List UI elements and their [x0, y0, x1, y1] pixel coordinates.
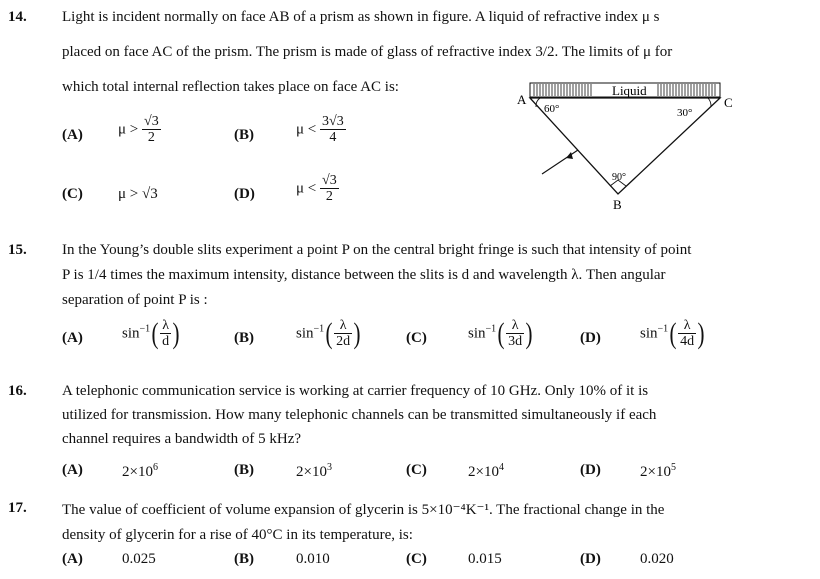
option-c[interactable] — [468, 318, 534, 350]
option-label: (B) — [234, 551, 254, 567]
option-label: (C) — [406, 551, 427, 567]
fraction: $\frac{√3}{2}$ — [144, 114, 159, 146]
question-text-line: Light is incident normally on face AB of a prism as shown in figure. A liquid of refractive index μ s — [62, 9, 660, 25]
angle-arc-c — [708, 98, 711, 106]
exponent: 6 — [152, 462, 158, 473]
option-prefix: μ > — [118, 186, 139, 202]
superscript: −1 — [139, 323, 151, 335]
prism-figure — [508, 76, 748, 216]
option-a[interactable] — [118, 114, 161, 146]
right-paren: ) — [353, 316, 361, 350]
option-label: (D) — [580, 330, 601, 346]
option-label: (B) — [234, 330, 254, 346]
right-paren: ) — [525, 316, 533, 350]
option-label: (A) — [62, 462, 83, 478]
option-c[interactable] — [118, 186, 158, 203]
exponent: 3 — [326, 462, 332, 473]
option-d[interactable] — [640, 318, 706, 350]
option-value: √3 — [142, 186, 158, 202]
question-text-line: placed on face AC of the prism. The prism is made of glass of refractive index 3/2. The limits of μ for — [62, 44, 673, 60]
question-text-line: In the Young’s double slits experiment a point P on the central bright fringe is such that intensity of point — [62, 242, 692, 258]
question-text-line: The value of coefficient of volume expansion of glycerin is 5×10⁻⁴K⁻¹. The fractional change in the — [62, 502, 665, 518]
option-label: (C) — [406, 330, 427, 346]
fraction: $\frac{\lambda}{2d}$ — [336, 318, 351, 350]
option-d[interactable] — [640, 462, 676, 481]
option-label: (D) — [234, 186, 255, 202]
vertex-a-label: A — [517, 92, 527, 107]
superscript: −1 — [657, 323, 669, 335]
option-value: 2×10 — [468, 464, 499, 480]
ray-arrow-icon — [566, 152, 573, 159]
option-label: (C) — [406, 462, 427, 478]
option-d[interactable]: 0.020 — [640, 551, 674, 567]
left-paren: ( — [497, 316, 505, 350]
question-text-line: utilized for transmission. How many telephonic channels can be transmitted simultaneously if each — [62, 407, 657, 423]
angle-c-label: 30° — [677, 107, 693, 119]
option-value: 2×10 — [296, 464, 327, 480]
fraction: $\frac{\lambda}{3d}$ — [508, 318, 523, 350]
option-b[interactable] — [296, 318, 362, 350]
vertex-b-label: B — [613, 197, 622, 212]
option-label: (B) — [234, 462, 254, 478]
fraction: $\frac{\lambda}{4d}$ — [680, 318, 695, 350]
function-name: sin — [640, 325, 658, 342]
vertex-c-label: C — [724, 95, 733, 110]
liquid-label: Liquid — [612, 83, 647, 98]
right-paren: ) — [697, 316, 705, 350]
function-name: sin — [296, 325, 314, 342]
option-value: 2×10 — [122, 464, 153, 480]
angle-a-label: 60° — [544, 103, 560, 115]
question-text-line: separation of point P is : — [62, 292, 208, 308]
option-label: (C) — [62, 186, 83, 202]
option-label: (A) — [62, 330, 83, 346]
left-paren: ( — [669, 316, 677, 350]
option-b[interactable] — [296, 114, 346, 146]
function-name: sin — [468, 325, 486, 342]
fraction: $\frac{3√3}{4}$ — [322, 114, 344, 146]
option-c[interactable] — [468, 462, 504, 481]
option-a[interactable]: 0.025 — [122, 551, 156, 567]
option-prefix: μ > — [118, 121, 139, 138]
question-number: 14. — [8, 9, 27, 25]
option-label: (A) — [62, 127, 83, 143]
option-label: (A) — [62, 551, 83, 567]
question-text-line: P is 1/4 times the maximum intensity, distance between the slits is d and wavelength λ. Then angular — [62, 267, 666, 283]
option-label: (B) — [234, 127, 254, 143]
question-number: 16. — [8, 383, 27, 399]
option-prefix: μ < — [296, 180, 317, 197]
question-text-line: which total internal reflection takes place on face AC is: — [62, 79, 399, 95]
option-b[interactable] — [296, 462, 332, 481]
exponent: 4 — [498, 462, 504, 473]
right-paren: ) — [172, 316, 180, 350]
exponent: 5 — [670, 462, 676, 473]
left-paren: ( — [325, 316, 333, 350]
option-a[interactable] — [122, 462, 158, 481]
left-paren: ( — [151, 316, 159, 350]
option-label: (D) — [580, 462, 601, 478]
question-text-line: density of glycerin for a rise of 40°C in its temperature, is: — [62, 527, 413, 543]
question-number: 15. — [8, 242, 27, 258]
question-text-line: channel requires a bandwidth of 5 kHz? — [62, 431, 302, 447]
question-text-line: A telephonic communication service is working at carrier frequency of 10 GHz. Only 10% of it is — [62, 383, 649, 399]
option-d[interactable] — [296, 173, 339, 205]
fraction: $\frac{\lambda}{d}$ — [162, 318, 170, 350]
question-number: 17. — [8, 500, 27, 516]
option-prefix: μ < — [296, 121, 317, 138]
function-name: sin — [122, 325, 140, 342]
option-label: (D) — [580, 551, 601, 567]
option-b[interactable]: 0.010 — [296, 551, 330, 567]
superscript: −1 — [313, 323, 325, 335]
angle-b-label: 90° — [612, 172, 626, 183]
option-value: 2×10 — [640, 464, 671, 480]
superscript: −1 — [485, 323, 497, 335]
option-a[interactable] — [122, 318, 181, 350]
option-c[interactable]: 0.015 — [468, 551, 502, 567]
fraction: $\frac{√3}{2}$ — [322, 173, 337, 205]
incident-ray — [542, 150, 578, 174]
